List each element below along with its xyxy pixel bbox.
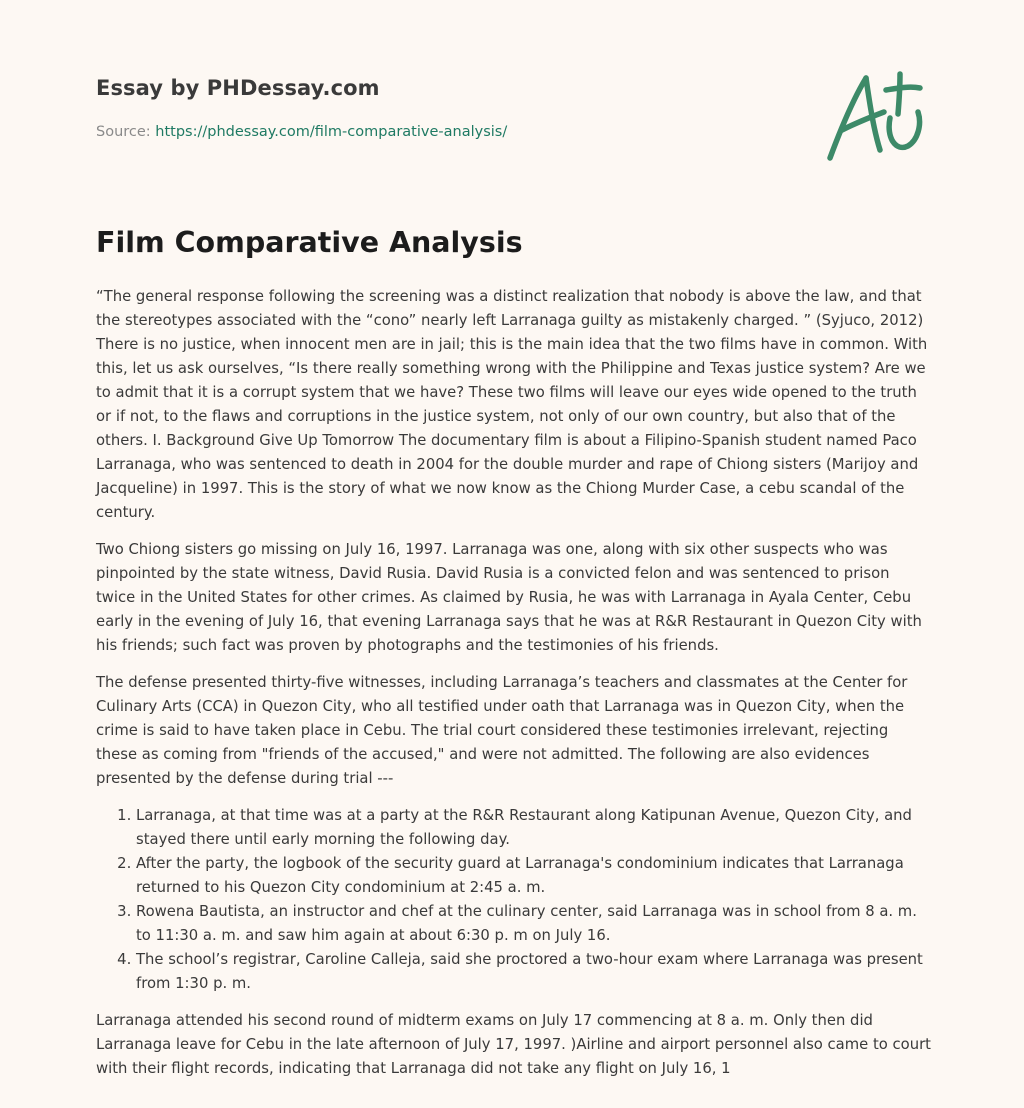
paragraph: “The general response following the screening was a distinct realization that nobody is above the law, and that the stereotypes associated with the “cono” nearly left Larranaga guilty as mistakenly charged. ” (Syjuco, 2012) There is no justice, when innocent men are in jail; this is the main idea that the two films have in common. With this, let us ask ourselves, “Is there really something wrong with the Philippine and Texas justice system? Are we to admit that it is a corrupt system that we have? These two films will leave our eyes wide opened to the truth or if not, to the flaws and corruptions in the justice system, not only of our own country, but also that of the others. I. Background Give Up Tomorrow The documentary film is about a Filipino-Spanish student named Paco Larranaga, who was sentenced to death in 2004 for the double murder and rape of Chiong sisters (Marijoy and Jacqueline) in 1997. This is the story of what we now know as the Chiong Murder Case, a cebu scandal of the century. — [96, 288, 928, 521]
source-line — [96, 124, 507, 140]
essay-title: Film Comparative Analysis — [96, 226, 523, 259]
list-item: 2. After the party, the logbook of the security guard at Larranaga's condominium indicates that Larranaga returned to his Quezon City condominium at 2:45 a. m. — [136, 852, 932, 900]
site-brand: Essay by PHDessay.com — [96, 76, 380, 100]
list-item: 3. Rowena Bautista, an instructor and chef at the culinary center, said Larranaga was in school from 8 a. m. to 11:30 a. m. and saw him again at about 6:30 p. m on July 16. — [136, 900, 932, 948]
list-item: 4. The school’s registrar, Caroline Calleja, said she proctored a two-hour exam where Larranaga was present from 1:30 p. m. — [136, 948, 932, 996]
source-label: Source: — [96, 124, 151, 140]
paragraph: The defense presented thirty-five witnesses, including Larranaga’s teachers and classmates at the Center for Culinary Arts (CCA) in Quezon City, who all testified under oath that Larranaga was in Quezon City, when the crime is said to have taken place in Cebu. The trial court considered these testimonies irrelevant, rejecting these as coming from "friends of the accused," and were not admitted. The following are also evidences presented by the defense during trial --- — [96, 674, 908, 787]
paragraph: Larranaga attended his second round of midterm exams on July 17 commencing at 8 a. m. Only then did Larranaga leave for Cebu in the late afternoon of July 17, 1997. )Airline and airport personnel also came to court with their flight records, indicating that Larranaga did not take any flight on July 16, 1 — [96, 1012, 931, 1077]
evidence-list — [96, 804, 932, 996]
list-item: 1. Larranaga, at that time was at a party at the R&R Restaurant along Katipunan Avenue, Quezon City, and stayed there until early morning the following day. — [136, 804, 932, 852]
a-plus-logo-icon — [820, 66, 930, 166]
essay-body — [96, 285, 932, 1094]
paragraph: Two Chiong sisters go missing on July 16, 1997. Larranaga was one, along with six other suspects who was pinpointed by the state witness, David Rusia. David Rusia is a convicted felon and was sentenced to prison twice in the United States for other crimes. As claimed by Rusia, he was with Larranaga in Ayala Center, Cebu early in the evening of July 16, that evening Larranaga says that he was at R&R Restaurant in Quezon City with his friends; such fact was proven by photographs and the testimonies of his friends. — [96, 541, 922, 654]
source-link[interactable]: https://phdessay.com/film-comparative-analysis/ — [155, 124, 508, 140]
